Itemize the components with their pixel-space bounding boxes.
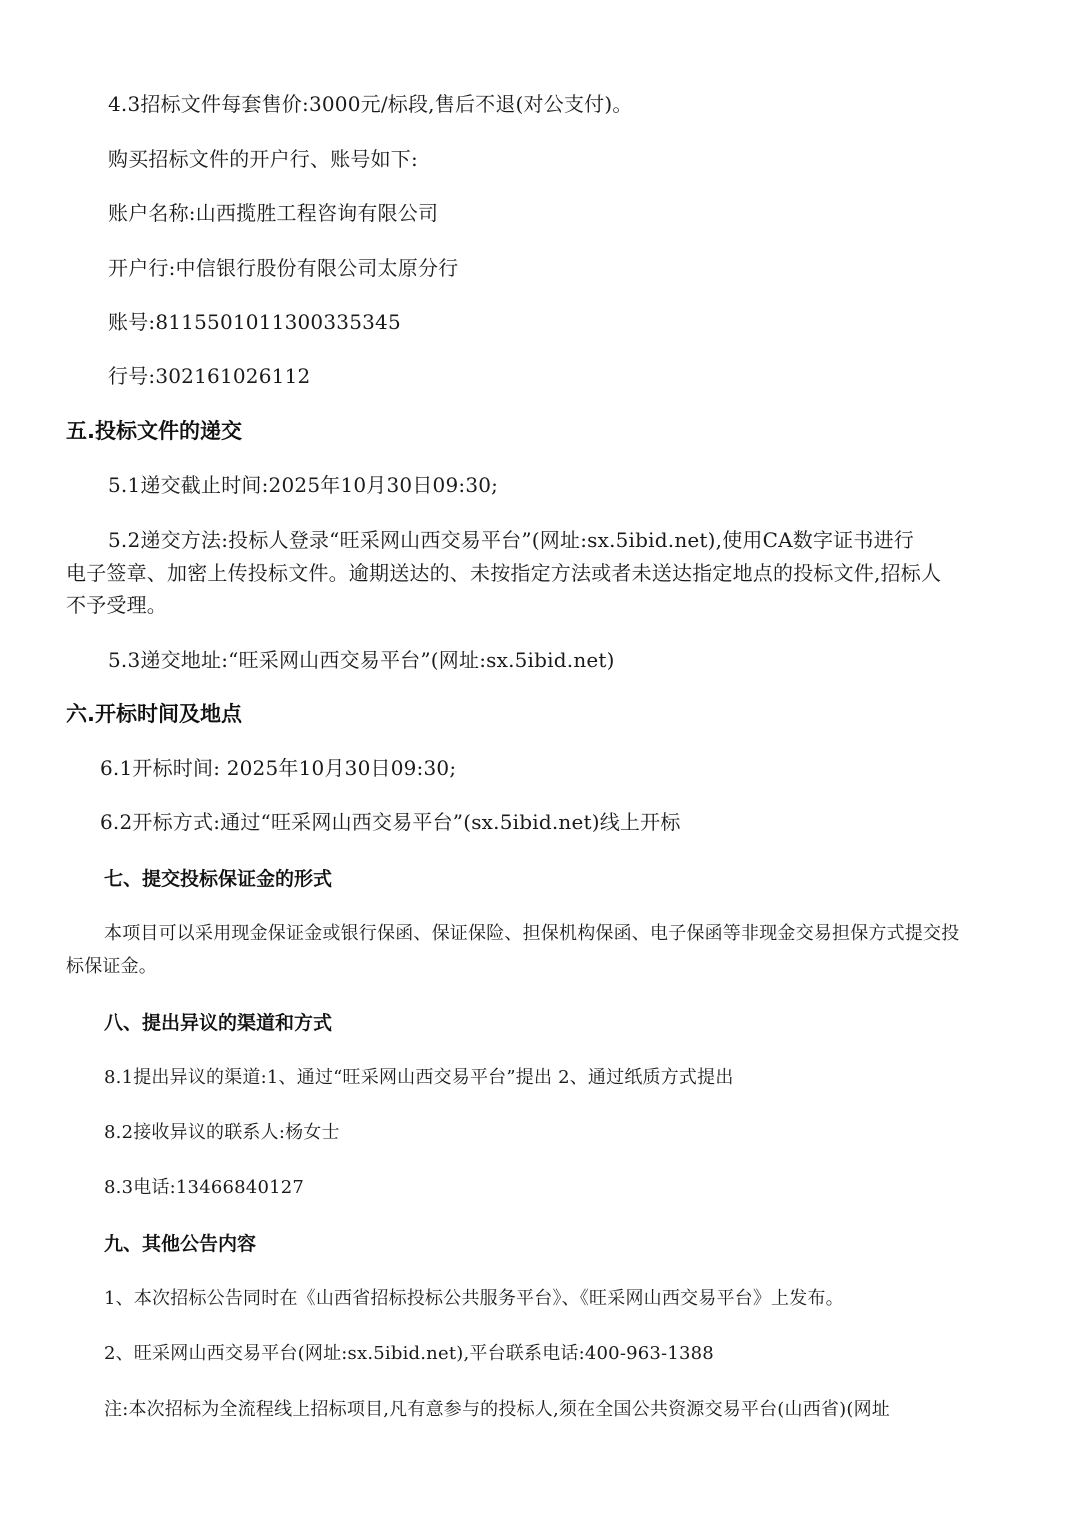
section-5-heading: 五.投标文件的递交 <box>66 419 242 443</box>
paragraph-6-1: 6.1开标时间: 2025年10月30日09:30; <box>100 756 457 780</box>
paragraph-5-2-line3: 不予受理。 <box>66 593 167 617</box>
paragraph-7-line2: 标保证金。 <box>66 956 157 977</box>
section-7-heading: 七、提交投标保证金的形式 <box>104 868 333 890</box>
paragraph-9-1: 1、本次招标公告同时在《山西省招标投标公共服务平台》、《旺采网山西交易平台》上发布。 <box>104 1288 844 1309</box>
bank-intro-text: 购买招标文件的开户行、账号如下: <box>108 147 418 171</box>
paragraph-5-2-line2: 电子签章、加密上传投标文件。逾期送达的、未按指定方法或者未送达指定地点的投标文件,招标人 <box>66 561 942 585</box>
section-8-heading: 八、提出异议的渠道和方式 <box>104 1012 333 1034</box>
paragraph-8-1: 8.1提出异议的渠道:1、通过“旺采网山西交易平台”提出 2、通过纸质方式提出 <box>104 1067 734 1088</box>
paragraph-9-2: 2、旺采网山西交易平台(网址:sx.5ibid.net),平台联系电话:400-963-1388 <box>104 1343 714 1364</box>
paragraph-8-2: 8.2接收异议的联系人:杨女士 <box>104 1122 340 1143</box>
account-number-text: 账号:8115501011300335345 <box>108 310 401 334</box>
section-9-heading: 九、其他公告内容 <box>104 1233 257 1255</box>
paragraph-5-2-line1: 5.2递交方法:投标人登录“旺采网山西交易平台”(网址:sx.5ibid.net),使用CA数字证书进行 <box>108 528 914 552</box>
paragraph-4-3: 4.3招标文件每套售价:3000元/标段,售后不退(对公支付)。 <box>108 92 633 116</box>
paragraph-5-1: 5.1递交截止时间:2025年10月30日09:30; <box>108 473 499 497</box>
paragraph-7-line1: 本项目可以采用现金保证金或银行保函、保证保险、担保机构保函、电子保函等非现金交易担保方式提交投 <box>104 923 960 944</box>
note-text: 注:本次招标为全流程线上招标项目,凡有意参与的投标人,须在全国公共资源交易平台(山西省)(网址 <box>104 1399 890 1420</box>
bank-code-text: 行号:302161026112 <box>108 364 311 388</box>
paragraph-6-2: 6.2开标方式:通过“旺采网山西交易平台”(sx.5ibid.net)线上开标 <box>100 810 681 834</box>
section-6-heading: 六.开标时间及地点 <box>66 702 242 726</box>
account-name-text: 账户名称:山西揽胜工程咨询有限公司 <box>108 201 439 225</box>
bank-name-text: 开户行:中信银行股份有限公司太原分行 <box>108 256 459 280</box>
paragraph-5-3: 5.3递交地址:“旺采网山西交易平台”(网址:sx.5ibid.net) <box>108 648 615 672</box>
paragraph-8-3: 8.3电话:13466840127 <box>104 1177 305 1198</box>
